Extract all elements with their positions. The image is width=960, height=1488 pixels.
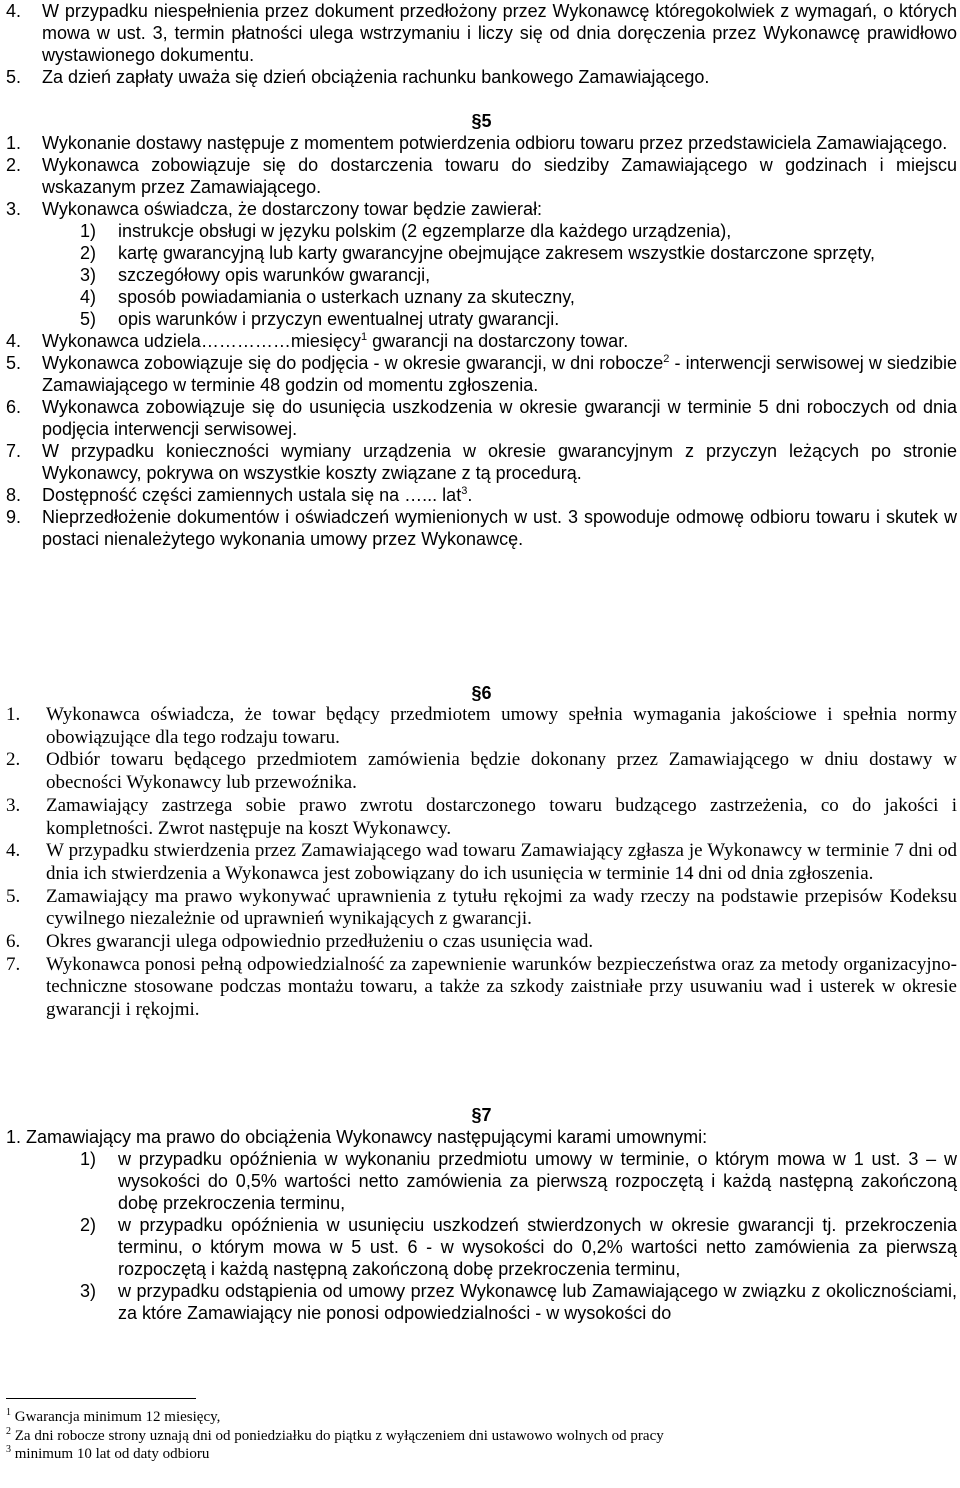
footnote-text: minimum 10 lat od daty odbioru [14, 1446, 210, 1462]
sub-item [6, 220, 957, 242]
item-text: - interwencji serwisowej w siedzibie Zamawiającego w terminie 48 godzin od momentu zgłoszenia. [42, 353, 957, 395]
list-item [6, 484, 957, 506]
list-item [6, 0, 957, 66]
item-number: 5. [6, 885, 21, 907]
item-text: Wykonanie dostawy następuje z momentem potwierdzenia odbioru towaru przez przedstawiciela Zamawiającego. [42, 133, 948, 153]
item-number: 2. [6, 749, 21, 771]
list-item [6, 840, 957, 885]
list-item [6, 886, 957, 931]
sub-item-number: 3) [80, 1281, 97, 1301]
item-text: Dostępność części zamiennych ustala się na …... lat [42, 485, 462, 505]
list-item [6, 506, 957, 550]
item-number: 6. [6, 931, 21, 953]
item-number: 7. [6, 441, 22, 461]
list-item [6, 931, 957, 954]
list-item [6, 795, 957, 840]
item-text: W przypadku stwierdzenia przez Zamawiającego wad towaru Zamawiający zgłasza je Wykonawcy w terminie 7 dni od dnia ich stwierdzenia a Wykonawca jest zobowiązany do ich usunięcia w terminie 14 dni od dnia zgłoszenia. [46, 840, 957, 884]
item-number: 1. [6, 133, 22, 153]
sub-item-text: w przypadku opóźnienia w usunięciu uszkodzeń stwierdzonych w okresie gwarancji tj. przekroczenia terminu, o którym mowa w 5 ust. 6 - w wysokości do 0,2% wartości netto zamówienia za pierwszą rozpoczętą i każdą następną zakończoną dobę przekroczenia terminu, [118, 1215, 957, 1279]
sub-item [6, 242, 957, 264]
sub-item-number: 1) [80, 1149, 97, 1169]
footnote-number: 2 [6, 1425, 11, 1437]
section-heading-6: §6 [471, 683, 492, 703]
list-item [6, 330, 957, 352]
item-text: Wykonawca zobowiązuje się do usunięcia uszkodzenia w okresie gwarancji w terminie 5 dni roboczych od dnia podjęcia interwencji serwisowej. [42, 397, 957, 439]
sub-item-text: kartę gwarancyjną lub karty gwarancyjne obejmujące zakresem wszystkie dostarczone sprzęty, [118, 243, 875, 263]
item-number: 7. [6, 953, 21, 975]
list-item [6, 749, 957, 794]
section-4-5 [6, 0, 957, 550]
list-item [6, 352, 957, 396]
footnote [6, 1408, 957, 1427]
item-text: Zamawiający zastrzega sobie prawo zwrotu dostarczonego towaru budzącego zastrzeżenia, co do jakości i kompletności. Zwrot następuje na koszt Wykonawcy. [46, 794, 957, 839]
item-number: 9. [6, 507, 22, 527]
item-text: Odbiór towaru będącego przedmiotem zamówienia będzie dokonany przez Zamawiającego w dniu dostawy w obecności Wykonawcy lub przewoźnika. [46, 749, 957, 794]
list-item [6, 704, 957, 749]
sub-item-number: 2) [80, 1215, 97, 1235]
item-number: 6. [6, 397, 22, 417]
list-item [6, 954, 957, 1022]
section-7 [6, 1104, 957, 1324]
item-text: W przypadku konieczności wymiany urządzenia w okresie gwarancyjnym z przyczyn leżących po stronie Wykonawcy, pokrywa on wszystkie koszty związane z tą procedurą. [42, 441, 957, 483]
sub-item [6, 308, 957, 330]
section-heading-7: §7 [471, 1105, 492, 1125]
sub-item-number: 5) [80, 309, 97, 329]
item-text: Wykonawca oświadcza, że towar będący przedmiotem umowy spełnia wymagania jakościowe i spełnia normy obowiązujące dla tego rodzaju towaru. [46, 704, 957, 748]
item-number: 4. [6, 1, 22, 21]
item-text: W przypadku niespełnienia przez dokument przedłożony przez Wykonawcę któregokolwiek z wymagań, o których mowa w ust. 3, termin płatności ulega wstrzymaniu i liczy się od dnia doręczenia przez Wykonawcę prawidłowo wystawionego dokumentu. [42, 1, 957, 65]
item-number: 1. [6, 704, 21, 725]
footnotes [6, 1408, 957, 1464]
list-item [6, 66, 957, 88]
item-text: gwarancji na dostarczony towar. [367, 331, 629, 351]
sub-item-number: 3) [80, 265, 97, 285]
sub-item-number: 1) [80, 221, 97, 241]
footnote-divider [6, 1398, 196, 1399]
footnote-ref: 2 [663, 353, 670, 365]
section-sign: § [471, 1105, 482, 1125]
section-heading-5: §5 [471, 111, 492, 131]
item-text: Wykonawca zobowiązuje się do podjęcia - w okresie gwarancji, w dni robocze [42, 353, 664, 373]
sub-item-text: opis warunków i przyczyn ewentualnej utraty gwarancji. [118, 309, 560, 329]
footnote-number: 3 [6, 1444, 11, 1455]
footnote-text: Gwarancja minimum 12 miesięcy, [14, 1409, 221, 1425]
item-text: . [467, 485, 473, 505]
footnote [6, 1445, 957, 1464]
sub-item-text: sposób powiadamiania o usterkach uznany za skuteczny, [118, 287, 575, 307]
footnote-number: 1 [6, 1407, 11, 1418]
item-text: Wykonawca ponosi pełną odpowiedzialność za zapewnienie warunków bezpieczeństwa oraz za metody organizacyjno-techniczne stosowane podczas montażu towaru, a także za szkody zaistniałe przy usuwaniu wad i usterek w okresie gwarancji i rękojmi. [46, 953, 957, 1021]
sub-item [6, 286, 957, 308]
sub-item-text: w przypadku opóźnienia w wykonaniu przedmiotu umowy w terminie, o którym mowa w 1 ust. 3 – w wysokości do 0,5% wartości netto zamówienia za pierwszą rozpoczętą i każdą następną zakończoną dobę przekroczenia terminu, [118, 1149, 957, 1213]
sub-item [6, 1214, 957, 1280]
sub-item [6, 264, 957, 286]
section-6 [6, 682, 957, 1022]
item-text: Zamawiający ma prawo wykonywać uprawnienia z tytułu rękojmi za wady rzeczy na podstawie przepisów Kodeksu cywilnego niezależnie od uprawnień wynikających z gwarancji. [46, 885, 957, 930]
item-text: Nieprzedłożenie dokumentów i oświadczeń wymienionych w ust. 3 spowoduje odmowę odbioru towaru i skutek w postaci nienależytego wykonania umowy przez Wykonawcę. [42, 507, 957, 549]
item-text: Wykonawca udziela……………miesięcy [42, 331, 361, 351]
footnote-ref: 3 [461, 485, 468, 497]
sub-item-number: 2) [80, 243, 97, 263]
footnote-text: Za dni robocze strony uznają dni od poniedziałku do piątku z wyłączeniem dni ustawowo wolnych od pracy [14, 1427, 664, 1444]
list-item [6, 440, 957, 484]
item-number: 8. [6, 485, 22, 505]
footnote [6, 1427, 957, 1446]
sub-item-text: instrukcje obsługi w języku polskim (2 egzemplarze dla każdego urządzenia), [118, 221, 732, 241]
section-sign: § [471, 111, 482, 131]
section-sign: § [471, 683, 482, 703]
section-7-intro: 1. Zamawiający ma prawo do obciążenia Wykonawcy następującymi karami umownymi: [6, 1127, 708, 1147]
item-text: Wykonawca oświadcza, że dostarczony towar będzie zawierał: [42, 199, 543, 219]
item-text: Za dzień zapłaty uważa się dzień obciążenia rachunku bankowego Zamawiającego. [42, 67, 710, 87]
item-number: 4. [6, 331, 22, 351]
sub-item [6, 1148, 957, 1214]
list-item [6, 154, 957, 198]
list-item [6, 198, 957, 220]
footnote-ref: 1 [360, 331, 368, 343]
item-number: 4. [6, 840, 21, 862]
item-number: 2. [6, 155, 22, 175]
list-item [6, 132, 957, 154]
item-number: 5. [6, 353, 22, 373]
sub-item-number: 4) [80, 287, 97, 307]
item-number: 3. [6, 794, 21, 816]
list-item [6, 396, 957, 440]
sub-item-text: w przypadku odstąpienia od umowy przez Wykonawcę lub Zamawiającego w związku z okolicznościami, za które Zamawiający nie ponosi odpowiedzialności - w wysokości do [118, 1281, 957, 1323]
sub-item-text: szczegółowy opis warunków gwarancji, [118, 265, 431, 285]
item-number: 3. [6, 199, 22, 219]
item-text: Wykonawca zobowiązuje się do dostarczenia towaru do siedziby Zamawiającego w godzinach i miejscu wskazanym przez Zamawiającego. [42, 155, 957, 197]
sub-item [6, 1280, 957, 1324]
item-number: 5. [6, 67, 22, 87]
item-text: Okres gwarancji ulega odpowiednio przedłużeniu o czas usunięcia wad. [46, 931, 594, 953]
